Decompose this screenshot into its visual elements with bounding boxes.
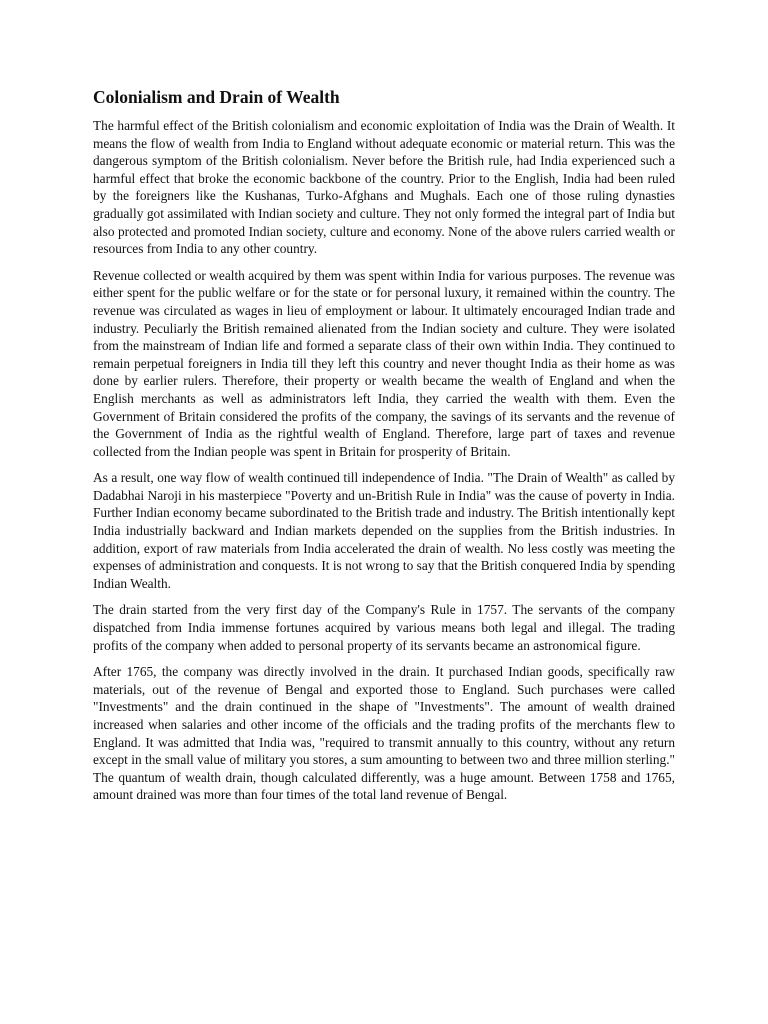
paragraph-1: The harmful effect of the British colonialism and economic exploitation of India was the Drain of Wealth. It means the flow of wealth from India to England without adequate economic or material return. This was the dangerous symptom of the British colonialism. Never before the British rule, had India experienced such a harmful effect that broke the economic backbone of the country. Prior to the English, India had been ruled by the foreigners like the Kushanas, Turko-Afghans and Mughals. Each one of those ruling dynasties gradually got assimilated with Indian society and culture. They not only formed the integral part of India but also protected and promoted Indian society, culture and economy. None of the above rulers carried wealth or resources from India to any other country. <box>93 118 675 257</box>
paragraph-3: As a result, one way flow of wealth continued till independence of India. "The Drain of Wealth" as called by Dadabhai Naroji in his masterpiece "Poverty and un-British Rule in India" was the cause of poverty in India. Further Indian economy became subordinated to the British trade and industry. The British intentionally kept India industrially backward and Indian markets depended on the supplies from the British industries. In addition, export of raw materials from India accelerated the drain of wealth. No less costly was meeting the expenses of administration and conquests. It is not wrong to say that the British conquered India by spending Indian Wealth. <box>93 470 675 591</box>
paragraph-4: The drain started from the very first day of the Company's Rule in 1757. The servants of the company dispatched from India immense fortunes acquired by various means both legal and illegal. The trading profits of the company when added to personal property of its servants became an astronomical figure. <box>93 602 675 653</box>
document-page <box>93 86 675 813</box>
paragraph-2: Revenue collected or wealth acquired by them was spent within India for various purposes. The revenue was either spent for the public welfare or for the state or for personal luxury, it remained within the country. The revenue was circulated as wages in lieu of employment or labour. It ultimately encouraged Indian trade and industry. Peculiarly the British remained alienated from the Indian society and culture. They were isolated from the mainstream of Indian life and formed a separate class of their own within India. They continued to remain perpetual foreigners in India till they left this country and never thought India as their home as was done by earlier rulers. Therefore, their property or wealth became the wealth of England and when the English merchants as well as administrators left India, they carried the wealth with them. Even the Government of Britain considered the profits of the company, the savings of its servants and the revenue of the Government of India as the rightful wealth of England. Therefore, large part of taxes and revenue collected from the Indian people was spent in Britain for prosperity of Britain. <box>93 267 675 459</box>
paragraph-5: After 1765, the company was directly involved in the drain. It purchased Indian goods, specifically raw materials, out of the revenue of Bengal and exported those to England. Such purchases were called "Investments" and the drain continued in the shape of "Investments". The amount of wealth drained increased when salaries and other income of the officials and the trading profits of the merchants flew to England. It was admitted that India was, "required to transmit annually to this country, without any return except in the small value of military you stores, a sum amounting to between two and three million sterling." The quantum of wealth drain, though calculated differently, was a huge amount. Between 1758 and 1765, amount drained was more than four times of the total land revenue of Bengal. <box>93 664 675 803</box>
document-title: Colonialism and Drain of Wealth <box>93 87 340 107</box>
